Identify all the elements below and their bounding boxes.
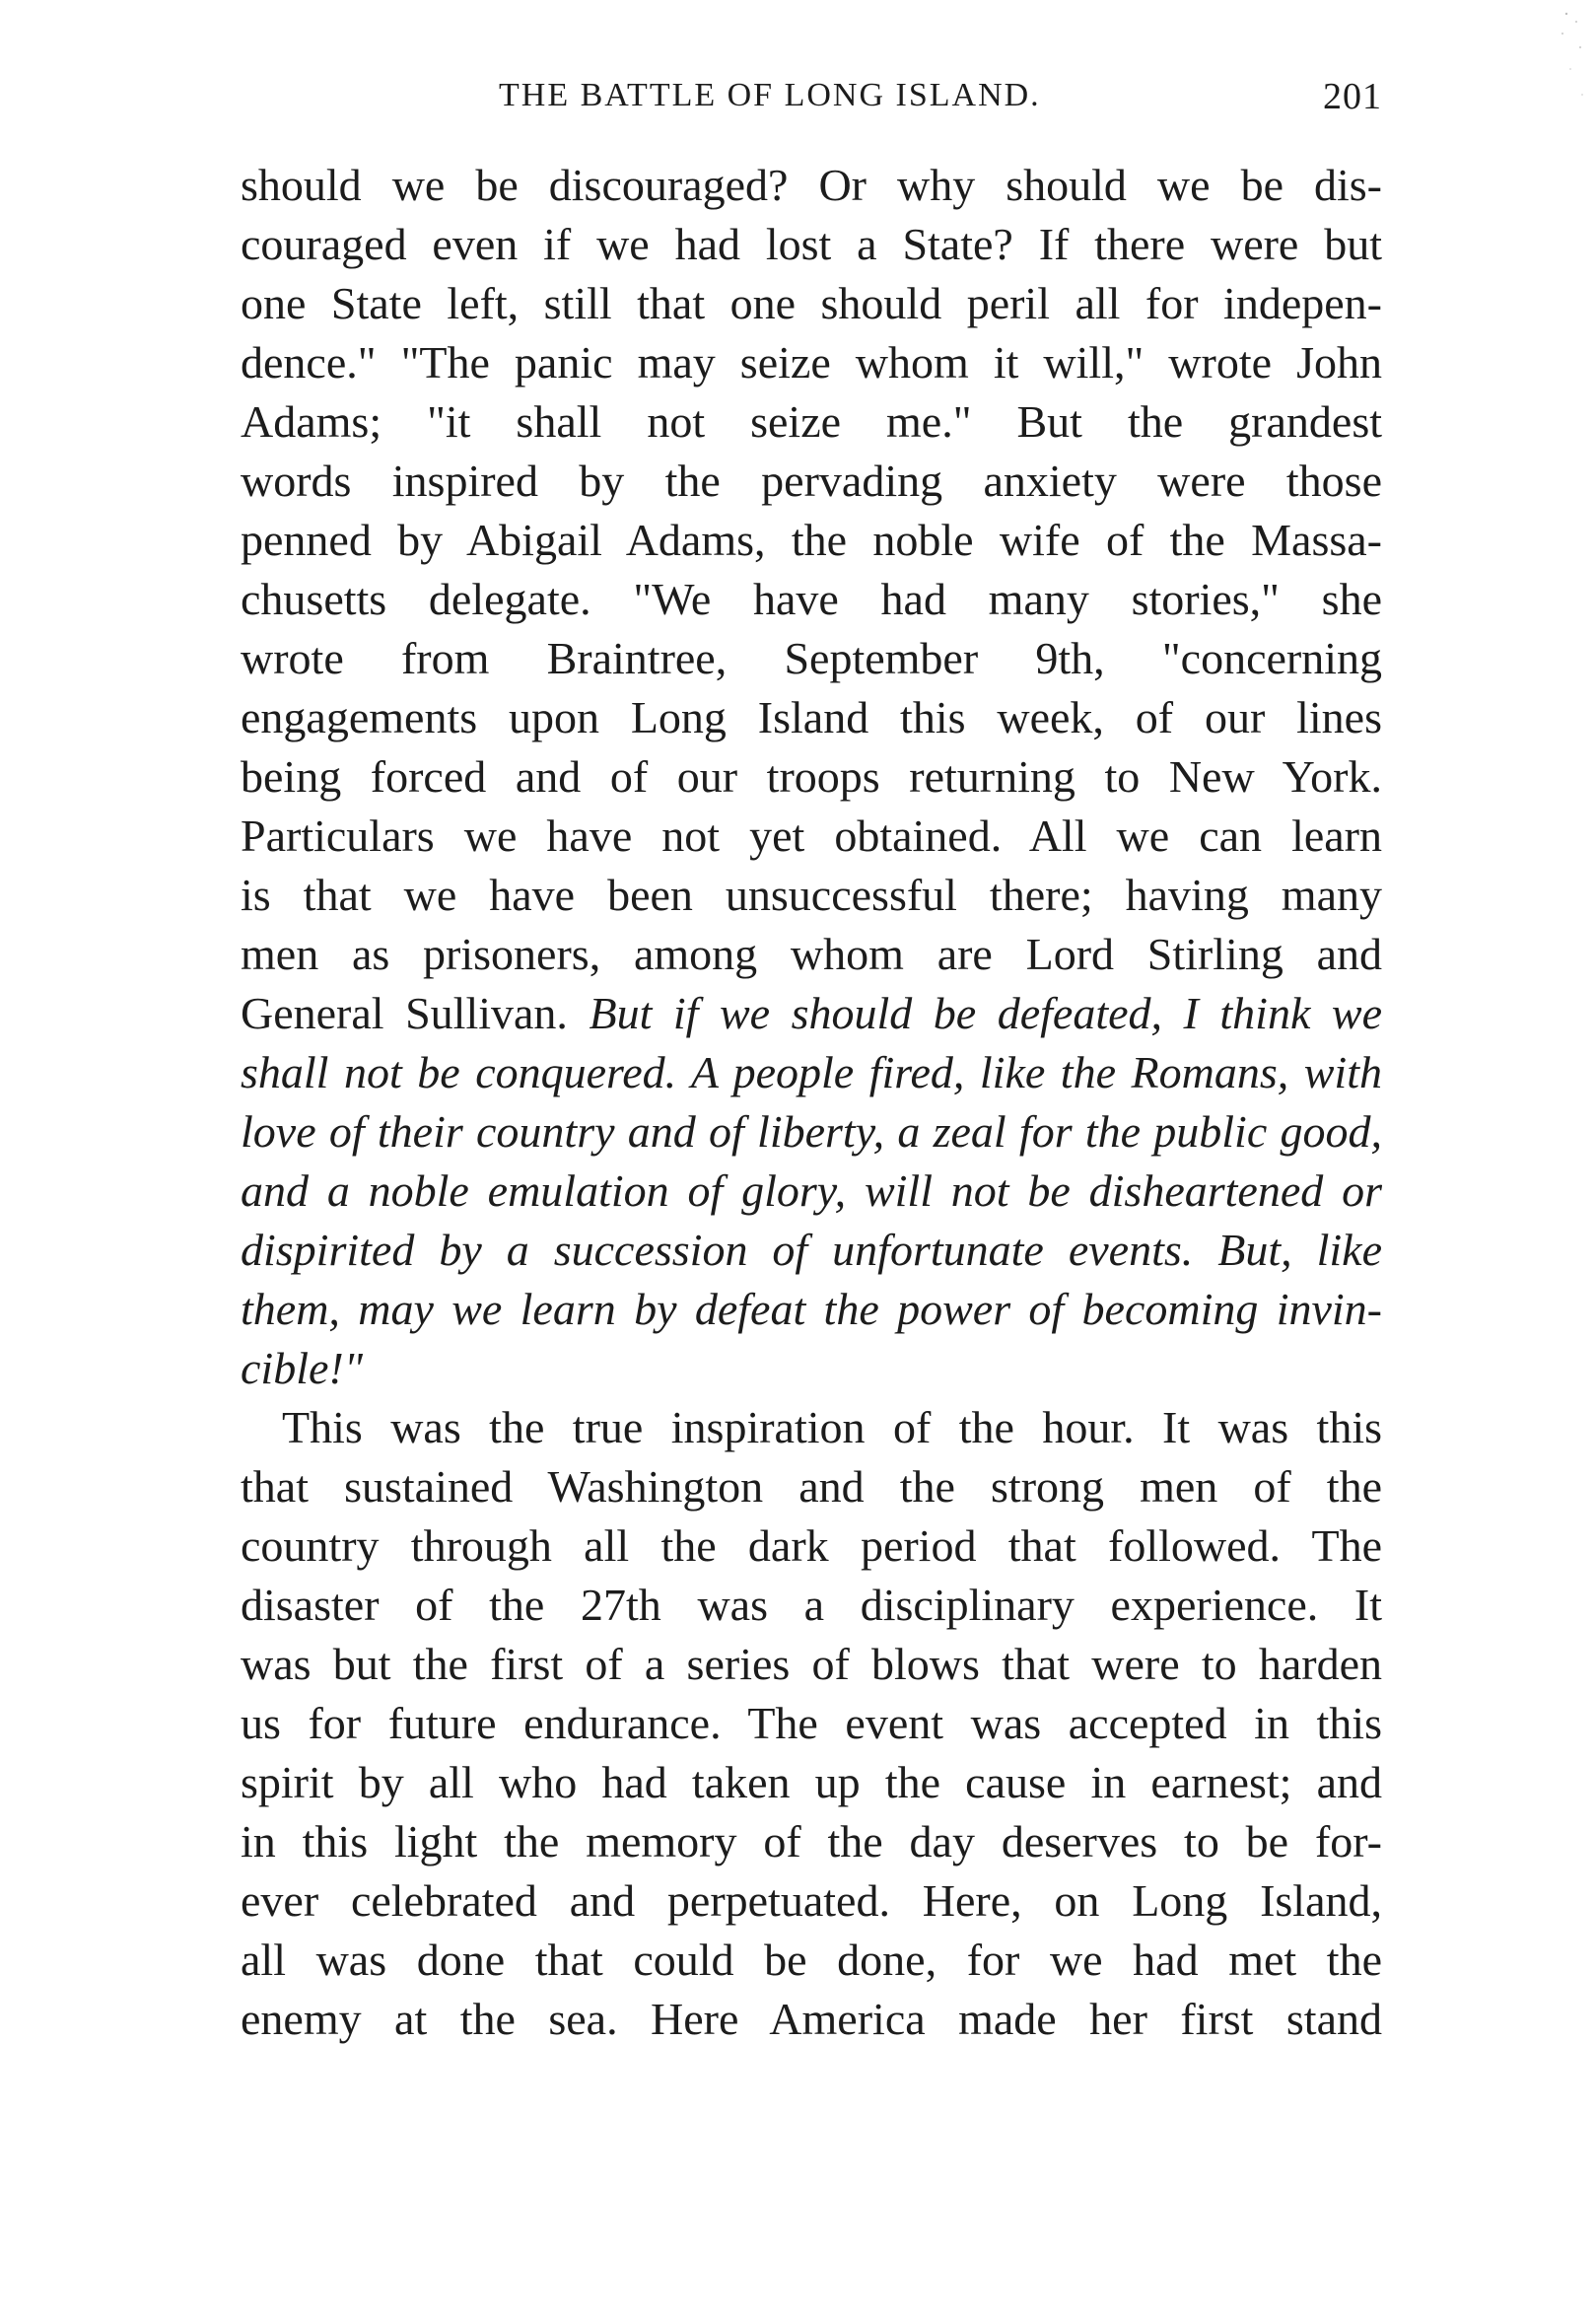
text-line: that sustained Washington and the strong men of the bbox=[241, 1461, 1382, 1512]
italic-line: and a noble emulation of glory, will not be disheartened or bbox=[241, 1165, 1382, 1216]
italic-line: dispirited by a succession of unfortunate events. But, like bbox=[241, 1225, 1382, 1275]
italic-line: cible!" bbox=[241, 1343, 364, 1393]
text-line: us for future endurance. The event was accepted in this bbox=[241, 1698, 1382, 1748]
paragraph-first-line: This was the true inspiration of the hour. It was this bbox=[282, 1402, 1382, 1452]
running-title: THE BATTLE OF LONG ISLAND. bbox=[499, 77, 1041, 113]
roman-text: General Sullivan. bbox=[241, 988, 590, 1038]
text-line: one State left, still that one should peril all for indepen- bbox=[241, 278, 1382, 328]
page-number: 201 bbox=[1323, 76, 1382, 117]
text-line: wrote from Braintree, September 9th, "concerning bbox=[241, 633, 1382, 683]
scan-specks bbox=[1537, 0, 1596, 118]
text-line: Adams; "it shall not seize me." But the grandest bbox=[241, 396, 1382, 447]
text-line: in this light the memory of the day deserves to be for- bbox=[241, 1816, 1382, 1866]
text-line: words inspired by the pervading anxiety were those bbox=[241, 456, 1382, 506]
text-line: should we be discouraged? Or why should we be dis- bbox=[241, 160, 1382, 210]
text-line: couraged even if we had lost a State? If there were but bbox=[241, 219, 1382, 269]
body-text bbox=[241, 156, 1382, 2049]
italic-line: them, may we learn by defeat the power of becoming invin- bbox=[241, 1284, 1382, 1334]
mixed-style-line bbox=[241, 984, 1382, 1043]
text-line: men as prisoners, among whom are Lord Stirling and bbox=[241, 929, 1382, 979]
text-line: country through all the dark period that followed. The bbox=[241, 1520, 1382, 1571]
text-line: was but the first of a series of blows that were to harden bbox=[241, 1639, 1382, 1689]
text-line: is that we have been unsuccessful there; having many bbox=[241, 870, 1382, 920]
text-line: ever celebrated and perpetuated. Here, on Long Island, bbox=[241, 1875, 1382, 1926]
text-line: disaster of the 27th was a disciplinary experience. It bbox=[241, 1580, 1382, 1630]
italic-text: But if we should be defeated, I think we bbox=[589, 988, 1382, 1038]
italic-line: shall not be conquered. A people fired, like the Romans, with bbox=[241, 1047, 1382, 1097]
text-line: spirit by all who had taken up the cause in earnest; and bbox=[241, 1757, 1382, 1807]
text-line: chusetts delegate. "We have had many stories," she bbox=[241, 574, 1382, 624]
text-line: all was done that could be done, for we had met the bbox=[241, 1935, 1382, 1985]
italic-line: love of their country and of liberty, a zeal for the public good, bbox=[241, 1106, 1382, 1157]
text-line: engagements upon Long Island this week, of our lines bbox=[241, 692, 1382, 742]
text-line: Particulars we have not yet obtained. All we can learn bbox=[241, 810, 1382, 861]
text-line: being forced and of our troops returning to New York. bbox=[241, 751, 1382, 802]
text-line: enemy at the sea. Here America made her first stand bbox=[241, 1994, 1382, 2044]
text-line: penned by Abigail Adams, the noble wife of the Massa- bbox=[241, 515, 1382, 565]
running-head bbox=[241, 77, 1382, 126]
text-line: dence." "The panic may seize whom it will," wrote John bbox=[241, 337, 1382, 387]
